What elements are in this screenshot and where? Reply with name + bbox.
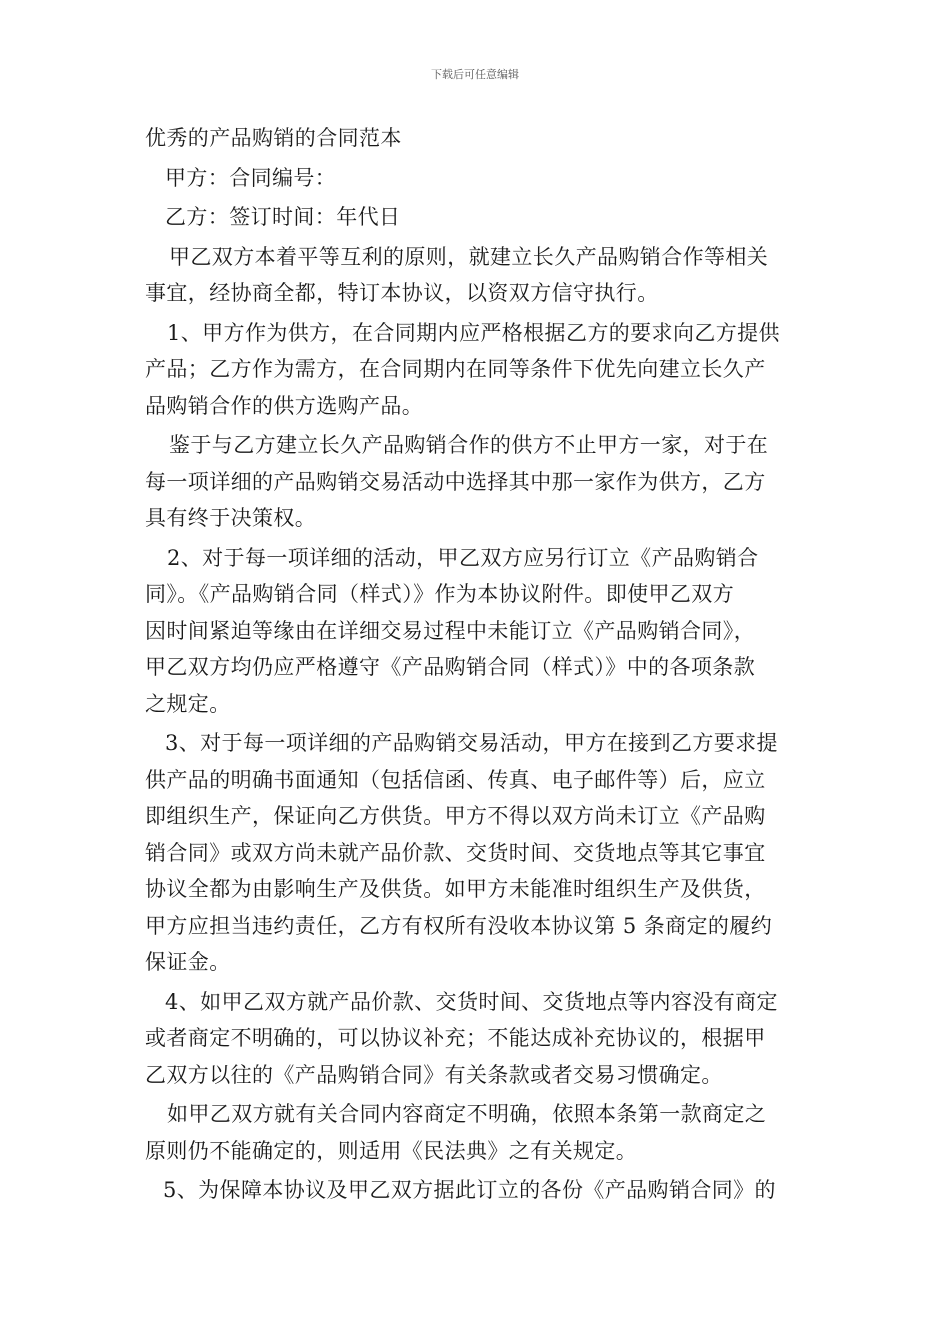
document-line: 或者商定不明确的，可以协议补充；不能达成补充协议的，根据甲 <box>145 1026 766 1050</box>
document-line: 乙方：签订时间：年代日 <box>165 205 401 229</box>
document-line: 甲乙双方本着平等互利的原则，就建立长久产品购销合作等相关 <box>169 244 769 269</box>
document-line: 供产品的明确书面通知（包括信函、传真、电子邮件等）后，应立 <box>145 767 766 792</box>
document-line: 1、甲方作为供方，在合同期内应严格根据乙方的要求向乙方提供 <box>167 320 780 345</box>
document-line: 品购销合作的供方选购产品。 <box>145 393 424 418</box>
document-line: 优秀的产品购销的合同范本 <box>145 126 402 150</box>
document-line: 4、如甲乙双方就产品价款、交货时间、交货地点等内容没有商定 <box>165 989 778 1014</box>
document-line: 5、为保障本协议及甲乙双方据此订立的各份《产品购销合同》的 <box>163 1178 776 1202</box>
document-line: 甲方：合同编号： <box>165 165 337 190</box>
document-line: 产品；乙方作为需方，在合同期内在同等条件下优先向建立长久产 <box>145 357 766 381</box>
document-line: 乙双方以往的《产品购销合同》有关条款或者交易习惯确定。 <box>145 1062 723 1087</box>
document-line: 每一项详细的产品购销交易活动中选择其中那一家作为供方，乙方 <box>145 469 766 494</box>
document-line: 甲方应担当违约责任，乙方有权所有没收本协议第 5 条商定的履约 <box>145 913 773 938</box>
document-line: 甲乙双方均仍应严格遵守《产品购销合同（样式）》中的各项条款 <box>145 655 756 679</box>
document-line: 保证金。 <box>145 950 231 974</box>
document-line: 即组织生产，保证向乙方供货。甲方不得以双方尚未订立《产品购 <box>145 804 766 828</box>
document-line: 同》。《产品购销合同（样式）》作为本协议附件。即使甲乙双方 <box>145 582 735 606</box>
document-line: 3、对于每一项详细的产品购销交易活动，甲方在接到乙方要求提 <box>165 731 778 755</box>
page-header-note: 下载后可任意编辑 <box>431 68 519 81</box>
document-line: 销合同》或双方尚未就产品价款、交货时间、交货地点等其它事宜 <box>145 840 766 865</box>
document-line: 如甲乙双方就有关合同内容商定不明确，依照本条第一款商定之 <box>167 1102 767 1126</box>
document-line: 具有终于决策权。 <box>145 506 317 530</box>
document-line: 协议全都为由影响生产及供货。如甲方未能准时组织生产及供货， <box>145 877 766 901</box>
document-line: 因时间紧迫等缘由在详细交易过程中未能订立《产品购销合同》， <box>145 618 756 643</box>
document-line: 鉴于与乙方建立长久产品购销合作的供方不止甲方一家，对于在 <box>169 433 769 457</box>
document-line: 事宜，经协商全都，特订本协议，以资双方信守执行。 <box>145 281 659 305</box>
document-body <box>145 120 807 1209</box>
document-line: 2、对于每一项详细的活动，甲乙双方应另行订立《产品购销合 <box>167 545 759 570</box>
document-line: 之规定。 <box>145 691 231 716</box>
document-line: 原则仍不能确定的，则适用《民法典》之有关规定。 <box>145 1138 638 1163</box>
